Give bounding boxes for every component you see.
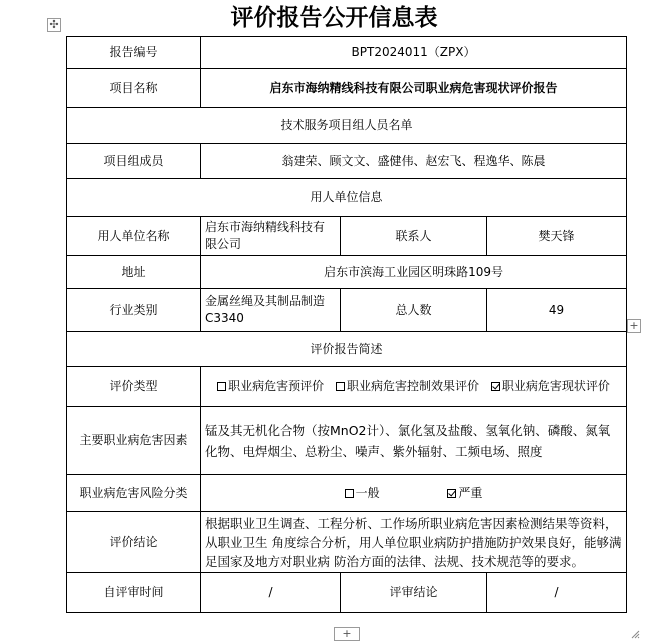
headcount-value: 49: [487, 289, 627, 332]
row-eval-type: [67, 367, 627, 407]
client-name-value: 启东市海纳精线科技有限公司: [201, 217, 341, 256]
contact-label: 联系人: [341, 217, 487, 256]
team-value: 翁建荣、顾文文、盛健伟、赵宏飞、程逸华、陈晨: [201, 144, 627, 179]
headcount-label: 总人数: [341, 289, 487, 332]
report-no-value: BPT2024011（ZPX）: [201, 37, 627, 69]
risk-option[interactable]: [447, 486, 482, 500]
row-hazards: [67, 407, 627, 475]
row-industry: [67, 289, 627, 332]
contact-value: 樊天锋: [487, 217, 627, 256]
client-section-header: 用人单位信息: [67, 179, 627, 217]
report-no-label: 报告编号: [67, 37, 201, 69]
hazards-label: 主要职业病危害因素: [67, 407, 201, 475]
checkbox-checked-icon[interactable]: [447, 489, 456, 498]
row-address: [67, 256, 627, 289]
summary-section-header: 评价报告简述: [67, 332, 627, 367]
address-value: 启东市滨海工业园区明珠路109号: [201, 256, 627, 289]
conclusion-label: 评价结论: [67, 512, 201, 573]
row-risk: [67, 475, 627, 512]
table-resize-icon[interactable]: [630, 629, 640, 639]
row-project-name: [67, 69, 627, 108]
add-row-icon[interactable]: +: [334, 627, 360, 641]
add-column-icon[interactable]: +: [627, 319, 641, 333]
checkbox-icon[interactable]: [336, 382, 345, 391]
review-conclusion-value: /: [487, 573, 627, 613]
risk-option-label: 一般: [355, 485, 380, 500]
row-client-header: [67, 179, 627, 217]
row-team: [67, 144, 627, 179]
address-label: 地址: [67, 256, 201, 289]
eval-type-option-label: 职业病危害控制效果评价: [347, 379, 480, 393]
row-client: [67, 217, 627, 256]
row-review: [67, 573, 627, 613]
team-section-header: 技术服务项目组人员名单: [67, 108, 627, 144]
review-time-label: 自评审时间: [67, 573, 201, 613]
checkbox-icon[interactable]: [217, 382, 226, 391]
eval-type-label: 评价类型: [67, 367, 201, 407]
row-summary-header: [67, 332, 627, 367]
info-table: [66, 36, 627, 613]
eval-type-option-label: 职业病危害预评价: [228, 379, 325, 393]
review-conclusion-label: 评审结论: [341, 573, 487, 613]
row-conclusion: [67, 512, 627, 573]
industry-label: 行业类别: [67, 289, 201, 332]
project-name-label: 项目名称: [67, 69, 201, 108]
industry-value: 金属丝绳及其制品制造C3340: [201, 289, 341, 332]
risk-option[interactable]: [345, 486, 380, 500]
conclusion-value: 根据职业卫生调查、工程分析、工作场所职业病危害因素检测结果等资料，从职业卫生 角度综合分析，用人单位职业病防护措施防护效果良好，能够满足国家及地方对职业病 防治方面的法律、法规、技术规范等的要求。: [201, 512, 627, 573]
team-label: 项目组成员: [67, 144, 201, 179]
page-title: 评价报告公开信息表: [230, 4, 438, 31]
checkbox-icon[interactable]: [345, 489, 354, 498]
project-name-value: 启东市海纳精线科技有限公司职业病危害现状评价报告: [201, 69, 627, 108]
client-name-label: 用人单位名称: [67, 217, 201, 256]
hazards-value: 锰及其无机化合物（按MnO2计）、氯化氢及盐酸、氢氧化钠、磷酸、氮氧化物、电焊烟尘、总粉尘、噪声、紫外辐射、工频电场、照度: [201, 407, 627, 475]
risk-option-label: 严重: [458, 485, 483, 500]
risk-options: [201, 475, 627, 512]
row-team-header: [67, 108, 627, 144]
row-report-no: [67, 37, 627, 69]
table-move-handle-icon[interactable]: ✣: [47, 18, 61, 32]
risk-label: 职业病危害风险分类: [67, 475, 201, 512]
eval-type-option[interactable]: [336, 379, 479, 393]
checkbox-checked-icon[interactable]: [491, 382, 500, 391]
eval-type-option[interactable]: [217, 379, 324, 393]
eval-type-option[interactable]: [491, 379, 610, 393]
eval-type-option-label: 职业病危害现状评价: [501, 379, 610, 393]
review-time-value: /: [201, 573, 341, 613]
eval-type-options: [201, 367, 627, 407]
